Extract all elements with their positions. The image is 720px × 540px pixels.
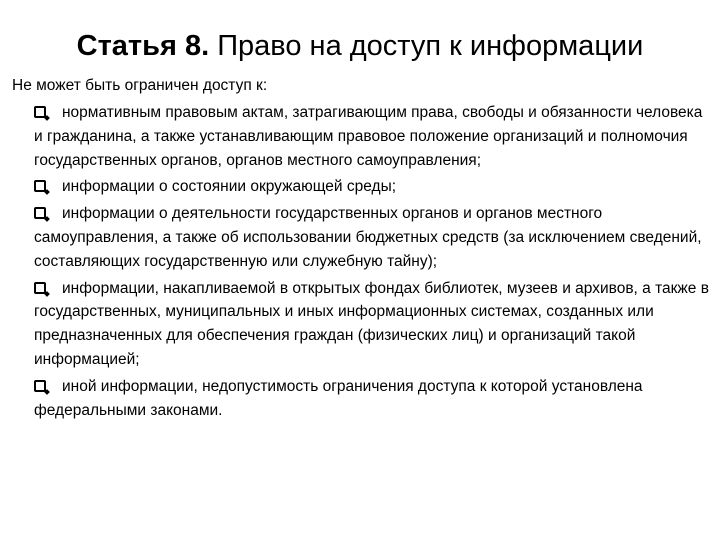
checkbox-bullet-icon (34, 282, 46, 294)
title-text: Право на доступ к информации (217, 30, 644, 62)
slide-title (0, 26, 720, 66)
bullet-list (34, 101, 714, 422)
checkbox-bullet-icon (34, 106, 46, 118)
title-article-number: Статья 8. (76, 30, 210, 62)
list-item (34, 277, 714, 372)
checkbox-bullet-icon (34, 380, 46, 392)
list-item-text: информации о деятельности государственных органов и органов местного самоуправления, а также об использовании бюджетных средств (за исключением сведений, составляющих государственную или служебную тайну); (34, 205, 702, 270)
checkbox-bullet-icon (34, 180, 46, 192)
checkbox-bullet-icon (34, 207, 46, 219)
list-item-text: иной информации, недопустимость ограничения доступа к которой установлена федеральными законами. (34, 377, 643, 419)
intro-text: Не может быть ограничен доступ к: (12, 77, 268, 94)
list-item-text: нормативным правовым актам, затрагивающим права, свободы и обязанности человека и гражданина, а также устанавливающим правовое положение организаций и полномочия государственных органов, органов местного самоуправления; (34, 104, 703, 169)
list-item (34, 375, 714, 423)
list-item-text: информации о состоянии окружающей среды; (62, 178, 397, 196)
list-item (34, 202, 714, 273)
list-item (34, 175, 714, 199)
list-item (34, 101, 714, 172)
list-item-text: информации, накапливаемой в открытых фондах библиотек, музеев и архивов, а также в государственных, муниципальных и иных информационных системах, созданных или предназначенных для обеспечения граждан (физических лиц) и организаций такой информацией; (34, 279, 709, 368)
